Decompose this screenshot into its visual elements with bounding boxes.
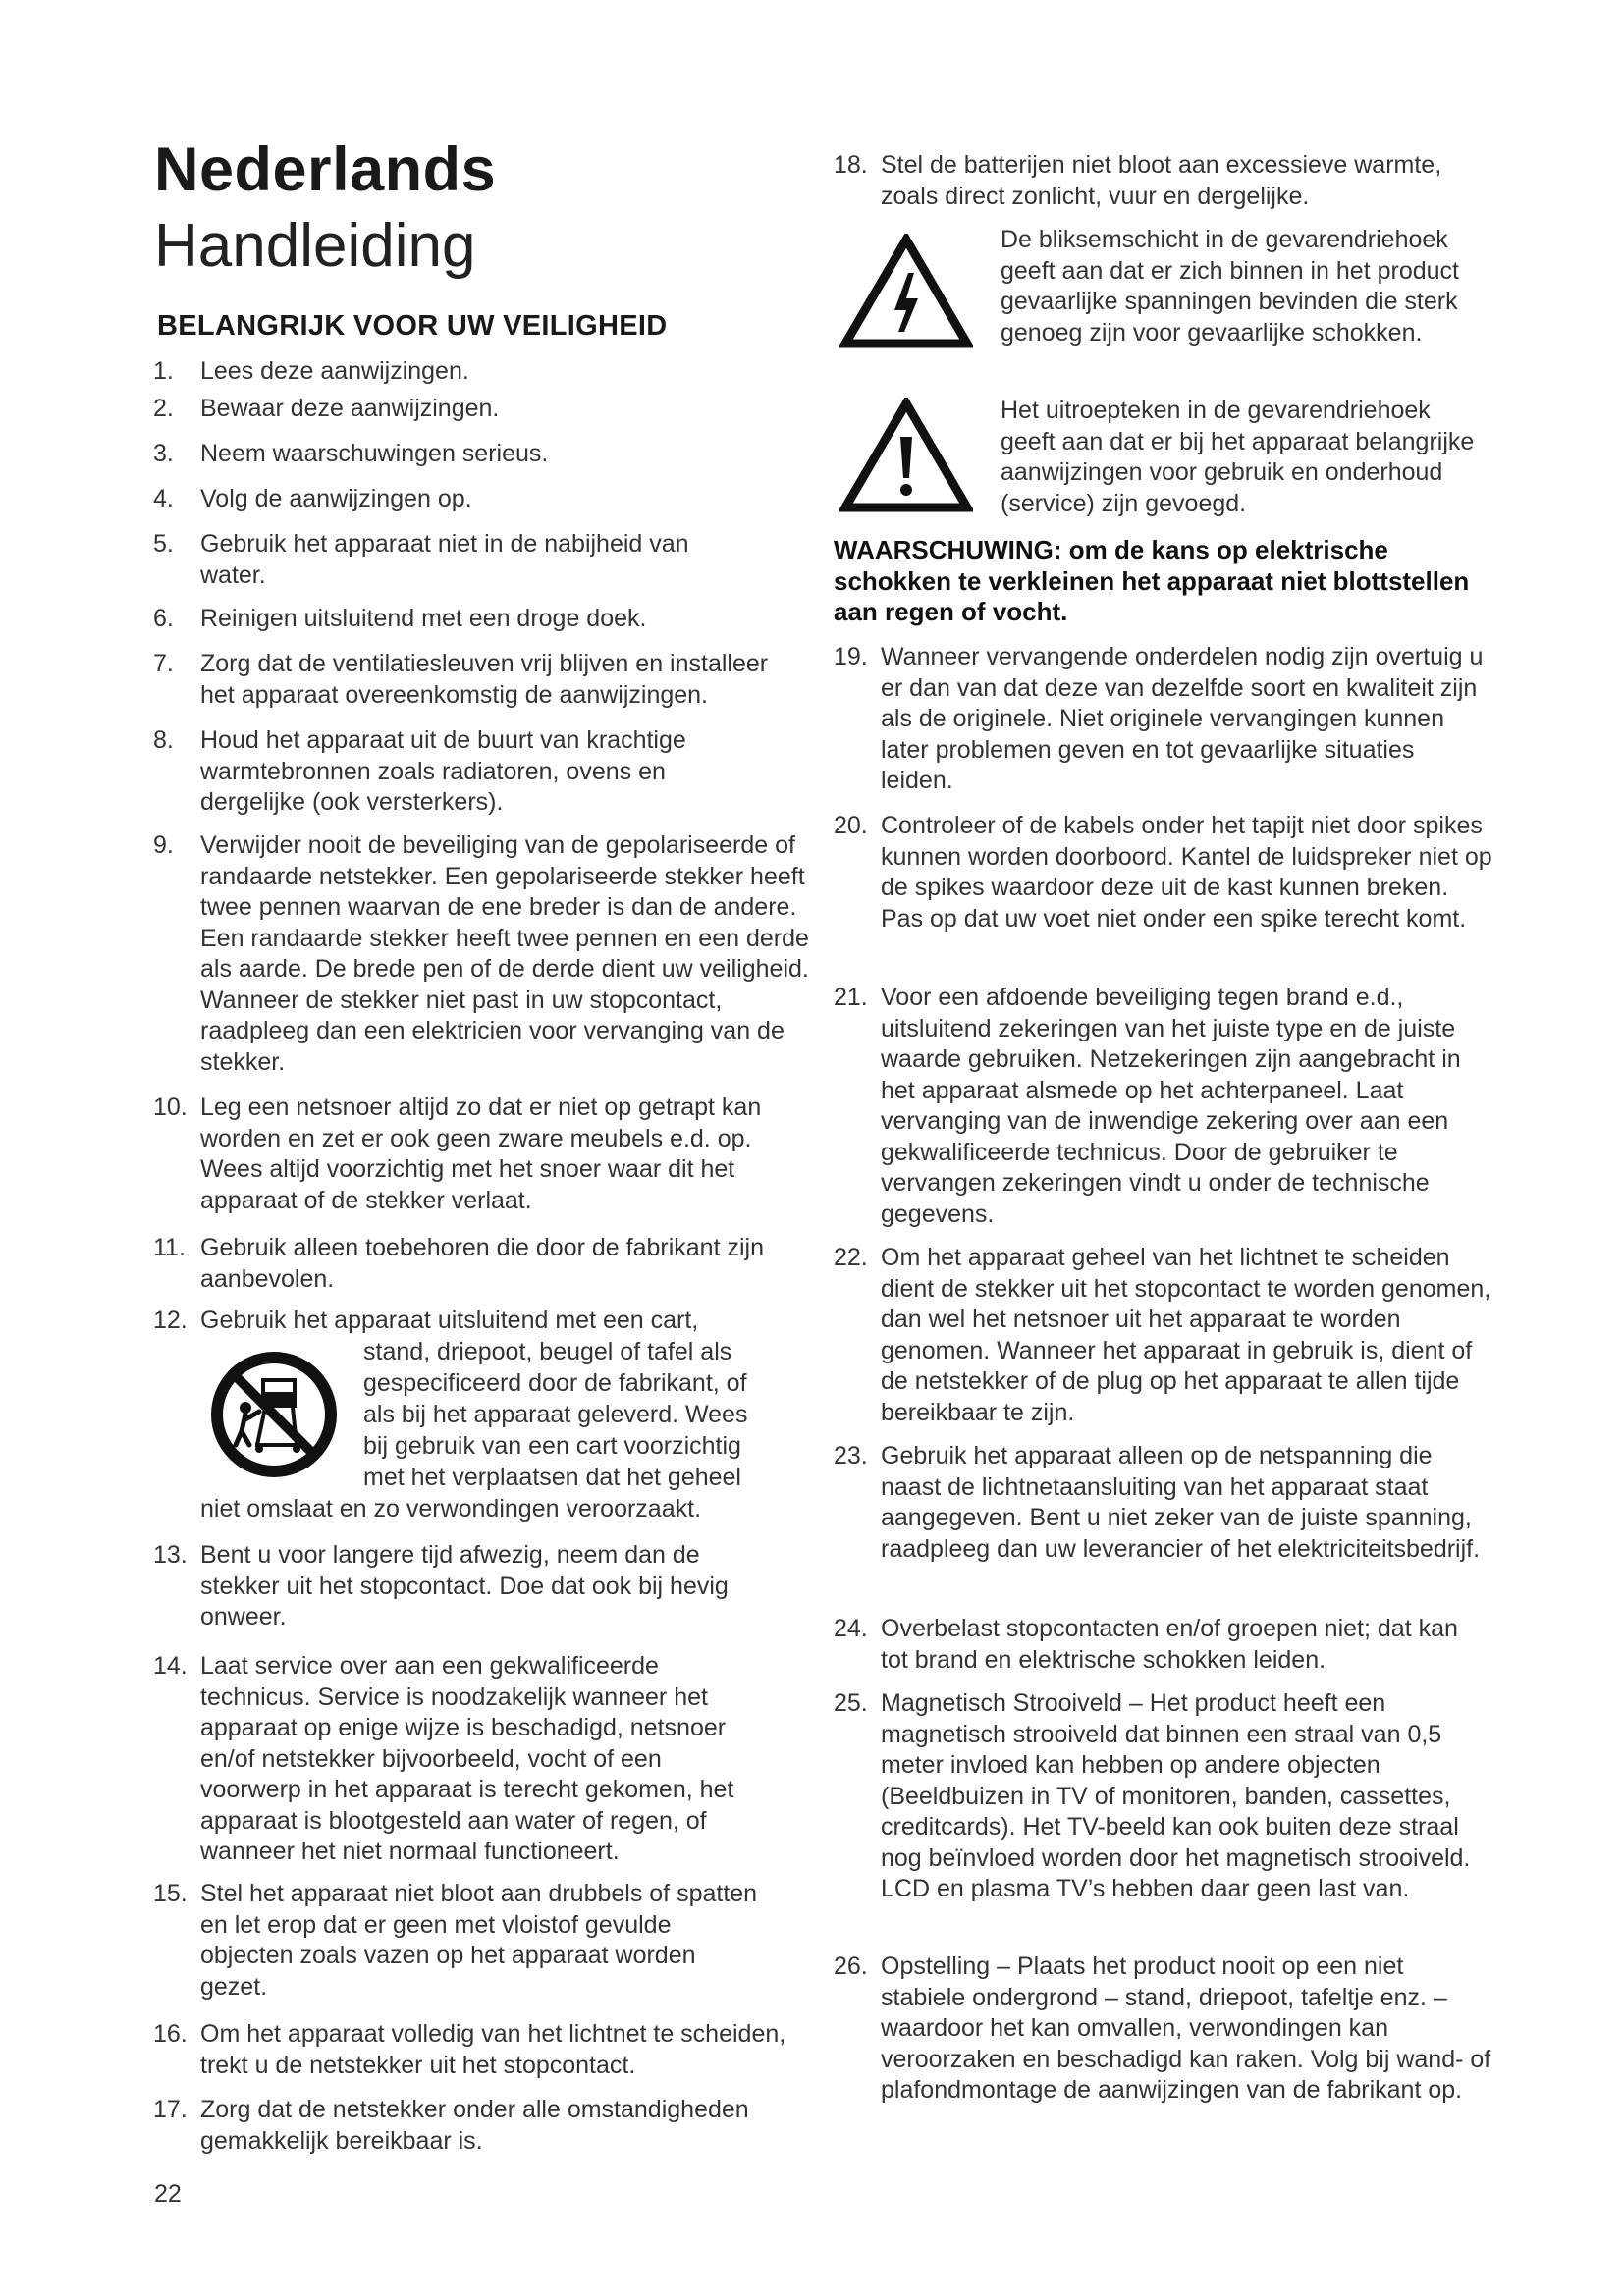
list-item: 22. Om het apparaat geheel van het lichtnet te scheiden dient de stekker uit het stopcontact te worden genomen, dan wel het netsnoer uit het apparaat te worden genomen. Wanneer het apparaat in gebruik is, dient of de netstekker of de plug op het apparaat te allen tijde bereikbaar te zijn.	[834, 1244, 1491, 1426]
exclamation-symbol-description: Het uitroepteken in de gevarendriehoek geeft aan dat er bij het apparaat belangrijke aanwijzingen voor gebruik en onderhoud (service) zijn gevoegd.	[1001, 397, 1475, 517]
list-item: 17. Zorg dat de netstekker onder alle omstandigheden gemakkelijk bereikbaar is.	[153, 2096, 749, 2155]
list-item: 23. Gebruik het apparaat alleen op de netspanning die naast de lichtnetaansluiting van het apparaat staat aangegeven. Bent u niet zeker van de juiste spanning, raadpleeg dan uw leverancier of het elektriciteitsbedrijf.	[834, 1442, 1481, 1563]
list-item: 24. Overbelast stopcontacten en/of groepen niet; dat kan tot brand en elektrische schokken leiden.	[834, 1615, 1458, 1674]
list-item: 19. Wanneer vervangende onderdelen nodig zijn overtuig u er dan van dat deze van dezelfde soort en kwaliteit zijn als de originele. Niet originele vervangingen kunnen later problemen geven en tot gevaarlijke situaties leiden.	[834, 643, 1484, 794]
lightning-symbol-description: De bliksemschicht in de gevarendriehoek geeft aan dat er zich binnen in het product gevaarlijke spanningen bevinden die sterk genoeg zijn voor gevaarlijke schokken.	[1001, 226, 1459, 347]
list-item: 6. Reinigen uitsluitend met een droge doek.	[153, 605, 647, 632]
list-item: 16. Om het apparaat volledig van het lichtnet te scheiden, trekt u de netstekker uit het stopcontact.	[153, 2020, 786, 2079]
warning-text: WAARSCHUWING: om de kans op elektrische schokken te verkleinen het apparaat niet blottstellen aan regen of vocht.	[834, 535, 1470, 626]
exclamation-triangle-icon	[839, 398, 973, 515]
list-item: 25. Magnetisch Strooiveld – Het product heeft een magnetisch strooiveld dat binnen een straal van 0,5 meter invloed kan hebben op andere objecten (Beeldbuizen in TV of monitoren, banden, cassettes, creditcards). Het TV-beeld kan ook buiten deze straal nog beïnvloed worden door het magnetisch strooiveld. LCD en plasma TV’s hebben daar geen last van.	[834, 1689, 1471, 1902]
list-item: 18. Stel de batterijen niet bloot aan excessieve warmte, zoals direct zonlicht, vuur en dergelijke.	[834, 151, 1442, 210]
lightning-triangle-icon	[839, 234, 973, 351]
list-item: 2. Bewaar deze aanwijzingen.	[153, 395, 500, 422]
list-item: 3. Neem waarschuwingen serieus.	[153, 440, 549, 467]
page-number: 22	[154, 2180, 182, 2208]
page-title: Nederlands	[154, 135, 497, 204]
list-item: 8. Houd het apparaat uit de buurt van krachtige warmtebronnen zoals radiatoren, ovens en dergelijke (ook versterkers).	[153, 726, 686, 816]
cart-tip-over-icon	[206, 1347, 342, 1482]
list-item: 21. Voor een afdoende beveiliging tegen brand e.d., uitsluitend zekeringen van het juiste type en de juiste waarde gebruiken. Netzekeringen zijn aangebracht in het apparaat alsmede op het achterpaneel. Laat vervanging van de inwendige zekering over aan een gekwalificeerde technicus. Door de gebruiker te vervangen zekeringen vindt u onder de technische gegevens.	[834, 984, 1461, 1228]
page-subtitle: Handleiding	[154, 212, 476, 280]
list-item: 1. Lees deze aanwijzingen.	[153, 357, 469, 385]
section-heading: BELANGRIJK VOOR UW VEILIGHEID	[157, 310, 668, 342]
list-item: 20. Controleer of de kabels onder het tapijt niet door spikes kunnen worden doorboord. Kantel de luidspreker niet op de spikes waardoor deze uit de kast kunnen breken. Pas op dat uw voet niet onder een spike terecht komt.	[834, 812, 1492, 933]
list-item: 10. Leg een netsnoer altijd zo dat er niet op getrapt kan worden en zet er ook geen zware meubels e.d. op. Wees altijd voorzichtig met het snoer waar dit het apparaat of de stekker verlaat.	[153, 1094, 762, 1214]
list-item: 7. Zorg dat de ventilatiesleuven vrij blijven en installeer het apparaat overeenkomstig de aanwijzingen.	[153, 650, 769, 709]
list-item: 14. Laat service over aan een gekwalificeerde technicus. Service is noodzakelijk wanneer het apparaat op enige wijze is beschadigd, netsnoer en/of netstekker bijvoorbeeld, vocht of een voorwerp in het apparaat is terecht gekomen, het apparaat is blootgesteld aan water of regen, of wanneer het niet normaal functioneert.	[153, 1652, 734, 1865]
list-item: 26. Opstelling – Plaats het product nooit op een niet stabiele ondergrond – stand, driepoot, tafeltje enz. – waardoor het kan omvallen, verwondingen kan veroorzaken en beschadigd kan raken. Volg bij wand- of plafondmontage de aanwijzingen van de fabrikant op.	[834, 1952, 1491, 2104]
list-item: 13. Bent u voor langere tijd afwezig, neem dan de stekker uit het stopcontact. Doe dat ook bij hevig onweer.	[153, 1541, 729, 1630]
list-item: 5. Gebruik het apparaat niet in de nabijheid van water.	[153, 530, 689, 589]
list-item-with-figure: 12. Gebruik het apparaat uitsluitend met een cart, stand, driepoot, beugel of tafel als gespecificeerd door de fabrikant, of als bij het apparaat geleverd. Wees bij gebruik van een cart voorzichtig met het verplaatsen dat het geheel niet omslaat en zo verwondingen veroorzaakt.	[153, 1307, 748, 1522]
list-item: 15. Stel het apparaat niet bloot aan drubbels of spatten en let erop dat er geen met vloistof gevulde objecten zoals vazen op het apparaat worden gezet.	[153, 1880, 758, 2001]
list-item: 11. Gebruik alleen toebehoren die door de fabrikant zijn aanbevolen.	[153, 1234, 764, 1293]
list-item: 9. Verwijder nooit de beveiliging van de gepolariseerde of randaarde netstekker. Een gepolariseerde stekker heeft twee pennen waarvan de ene breder is dan de andere. Een randaarde stekker heeft twee pennen en een derde als aarde. De brede pen of de derde dient uw veiligheid. Wanneer de stekker niet past in uw stopcontact, raadpleeg dan een elektricien voor vervanging van de stekker.	[153, 831, 809, 1076]
list-item: 4. Volg de aanwijzingen op.	[153, 485, 472, 512]
